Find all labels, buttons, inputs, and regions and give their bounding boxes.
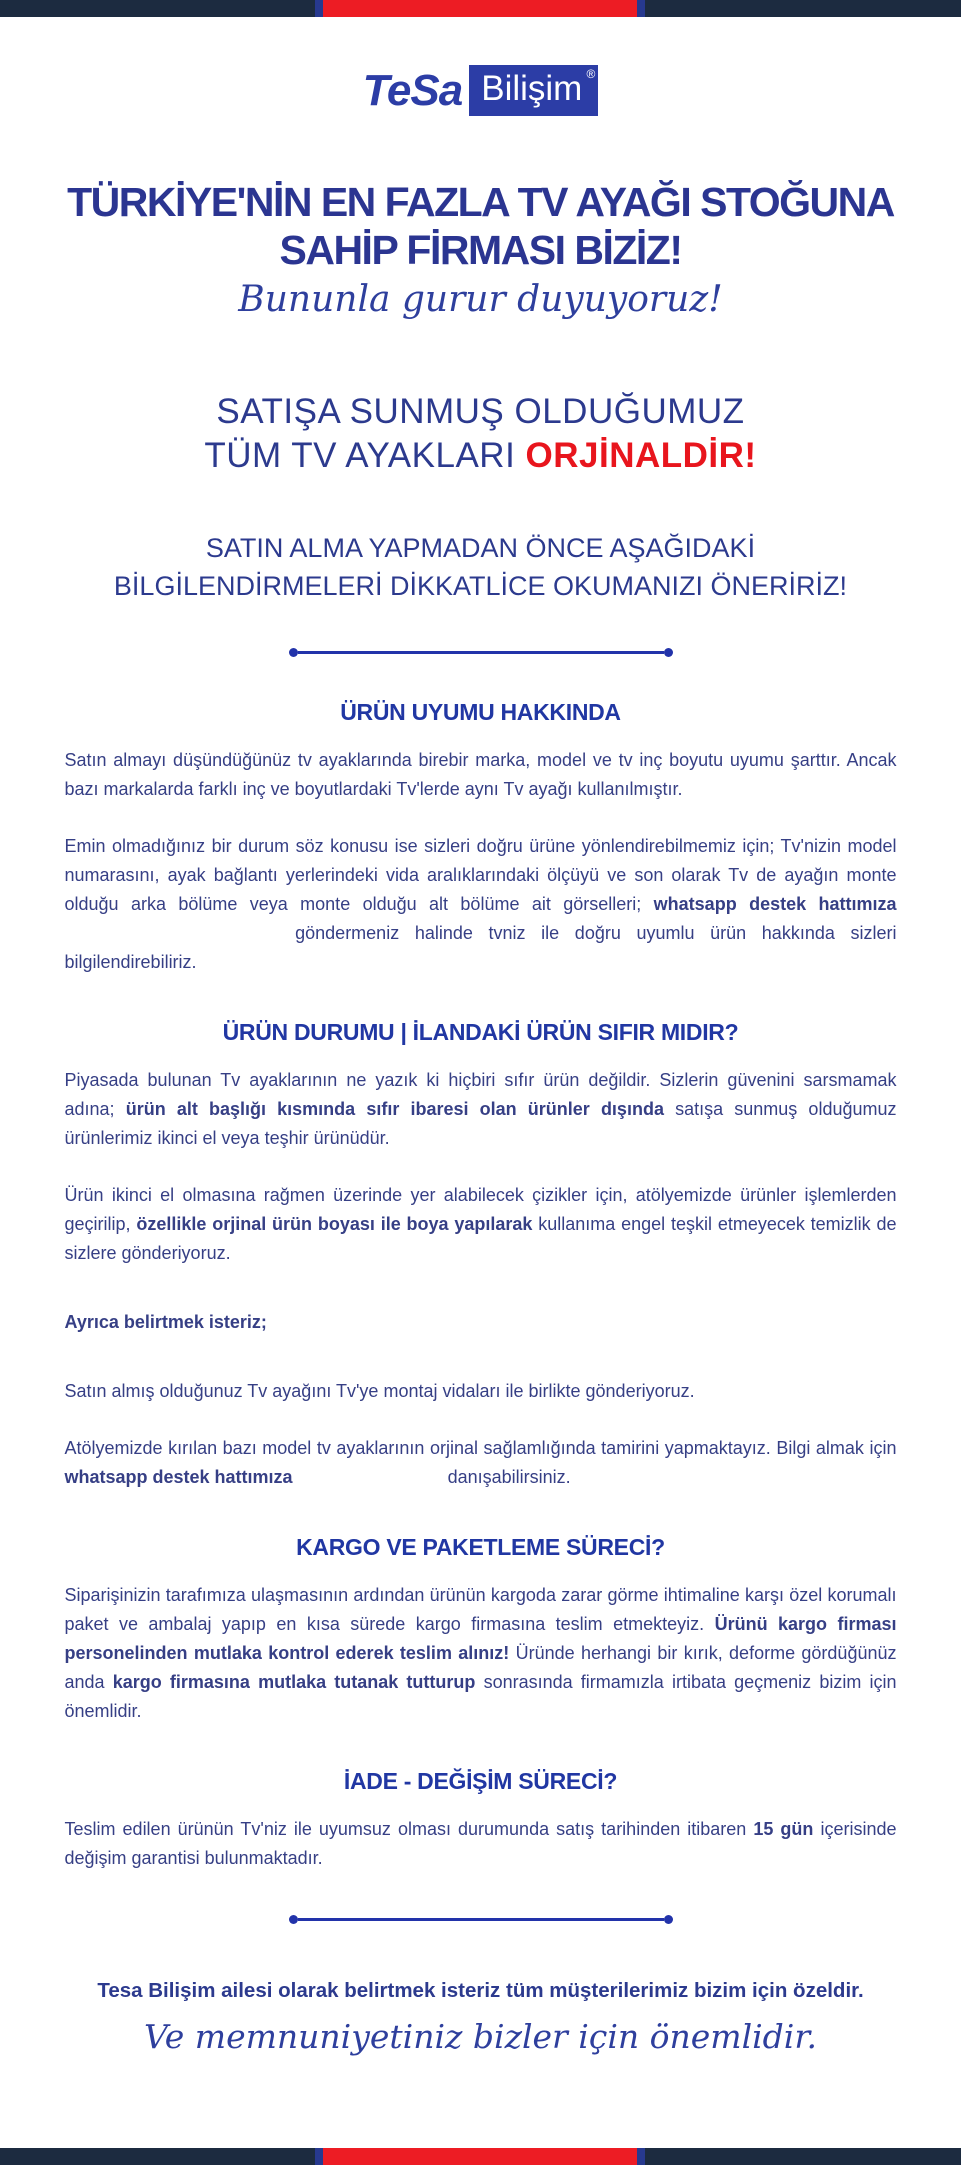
top-bar-navy-right bbox=[645, 0, 961, 17]
divider-dot-right bbox=[664, 648, 673, 657]
divider-rule bbox=[298, 651, 664, 654]
top-bar-red-segment bbox=[323, 0, 637, 17]
paragraph: Ayrıca belirtmek isteriz; bbox=[64, 1311, 267, 1332]
section-title: ÜRÜN UYUMU HAKKINDA bbox=[340, 698, 621, 725]
top-border-bar bbox=[0, 0, 961, 17]
logo-bilisim-box bbox=[469, 65, 598, 116]
paragraph: Piyasada bulunan Tv ayaklarının ne yazık ki hiçbiri sıfır ürün değildir. Sizlerin güvenini sarsmamak adına; ürün alt başlığı kısmında sıfır ibaresi olan ürünler dışında satışa sunmuş olduğumuz ürünlerimiz ikinci el veya teşhir ürünüdür. bbox=[64, 1069, 897, 1148]
section-shipping-packaging bbox=[0, 1534, 961, 1726]
bottom-border-bar bbox=[0, 2148, 961, 2165]
paragraph: Siparişinizin tarafımıza ulaşmasının ardından ürünün kargoda zarar görme ihtimaline karşı özel korumalı paket ve ambalaj yapıp en kısa sürede kargo firmasına teslim etmekteyiz. Ürünü kargo firması personelinden mutlaka kontrol ederek teslim alınız! Üründe herhangi bir kırık, deforme gördüğünüz anda kargo firmasına mutlaka tutanak tutturup sonrasında firmamızla irtibata geçmeniz bizim için önemlidir. bbox=[64, 1584, 897, 1721]
paragraph: Satın almayı düşündüğünüz tv ayaklarında birebir marka, model ve tv inç boyutu uyumu şarttır. Ancak bazı markalarda farklı inç ve boyutlardaki Tv'lerde aynı Tv ayağı kullanılmıştır. bbox=[64, 749, 897, 799]
paragraph: Atölyemizde kırılan bazı model tv ayaklarının orjinal sağlamlığında tamirini yapmaktayız. Bilgi almak için whatsapp destek hattımıza danışabilirsiniz. bbox=[64, 1437, 897, 1487]
hero-title bbox=[30, 178, 931, 275]
section-title: ÜRÜN DURUMU | İLANDAKİ ÜRÜN SIFIR MIDIR? bbox=[222, 1018, 739, 1045]
top-bar-blue-separator-right bbox=[637, 0, 645, 17]
closing-statement: Tesa Bilişim ailesi olarak belirtmek isteriz tüm müşterilerimiz bizim için özeldir. bbox=[97, 1978, 864, 2002]
paragraph: Satın almış olduğunuz Tv ayağını Tv'ye montaj vidaları ile birlikte gönderiyoruz. bbox=[64, 1380, 695, 1401]
section-product-condition bbox=[0, 1019, 961, 1492]
section-title: İADE - DEĞİŞİM SÜRECİ? bbox=[343, 1767, 618, 1794]
offer-highlight: ORJİNALDİR! bbox=[525, 435, 757, 475]
paragraph: Teslim edilen ürünün Tv'niz ile uyumsuz olması durumunda satış tarihinden itibaren 15 gün içerisinde değişim garantisi bulunmaktadır. bbox=[64, 1818, 897, 1868]
paragraph: Ürün ikinci el olmasına rağmen üzerinde yer alabilecek çizikler için, atölyemizde ürünler işlemlerden geçirilip, özellikle orjinal ürün boyası ile boya yapılarak kullanıma engel teşkil etmeyecek temizlik de sizlere gönderiyoruz. bbox=[64, 1184, 897, 1263]
registered-trademark-mark: ® bbox=[586, 67, 596, 81]
purchase-warning-line1: SATIN ALMA YAPMADAN ÖNCE AŞAĞIDAKİ bbox=[205, 532, 756, 563]
divider-rule bbox=[298, 1918, 664, 1921]
section-product-compatibility bbox=[0, 699, 961, 977]
hero-title-line1: TÜRKİYE'NİN EN FAZLA TV AYAĞI STOĞUNA bbox=[67, 179, 894, 225]
offer-statement bbox=[0, 390, 961, 478]
bottom-bar-navy-right bbox=[645, 2148, 961, 2165]
bottom-bar-red-segment bbox=[323, 2148, 637, 2165]
logo-bilisim-text: Bilişim bbox=[481, 69, 583, 108]
brand-logo bbox=[0, 65, 961, 116]
hero-script-note: Bununla gurur duyuyoruz! bbox=[238, 278, 723, 320]
section-return-exchange bbox=[0, 1768, 961, 1873]
purchase-warning-line2: BİLGİLENDİRMELERİ DİKKATLİCE OKUMANIZI ÖNERİRİZ! bbox=[113, 570, 848, 601]
divider-dot-left bbox=[289, 1915, 298, 1924]
top-bar-navy-left bbox=[0, 0, 315, 17]
section-title: KARGO VE PAKETLEME SÜRECİ? bbox=[296, 1533, 665, 1560]
bottom-bar-blue-separator-left bbox=[315, 2148, 323, 2165]
logo-tesa-text: TeSa bbox=[362, 65, 463, 115]
purchase-warning bbox=[0, 530, 961, 606]
top-bar-blue-separator-left bbox=[315, 0, 323, 17]
divider-line-top bbox=[289, 648, 673, 657]
divider-dot-left bbox=[289, 648, 298, 657]
divider-dot-right bbox=[664, 1915, 673, 1924]
paragraph: Emin olmadığınız bir durum söz konusu ise sizleri doğru ürüne yönlendirebilmemiz için; Tv'nizin model numarasını, ayak bağlantı yerlerindeki vida aralıklarındaki ölçüyü ve son olarak Tv de ayağın monte olduğu arka bölüme veya monte olduğu alt bölüme ait görselleri; whatsapp destek hattımıza göndermeniz halinde tvniz ile doğru uyumlu ürün hakkında sizleri bilgilendirebiliriz. bbox=[64, 835, 897, 972]
offer-line2-prefix: TÜM TV AYAKLARI bbox=[204, 435, 526, 475]
bottom-bar-blue-separator-right bbox=[637, 2148, 645, 2165]
closing-script-note: Ve memnuniyetiniz bizler için önemlidir. bbox=[143, 2016, 818, 2056]
bottom-bar-navy-left bbox=[0, 2148, 315, 2165]
divider-line-bottom bbox=[289, 1915, 673, 1924]
offer-line1: SATIŞA SUNMUŞ OLDUĞUMUZ bbox=[216, 391, 745, 431]
hero-title-line2: SAHİP FİRMASI BİZİZ! bbox=[279, 227, 682, 274]
